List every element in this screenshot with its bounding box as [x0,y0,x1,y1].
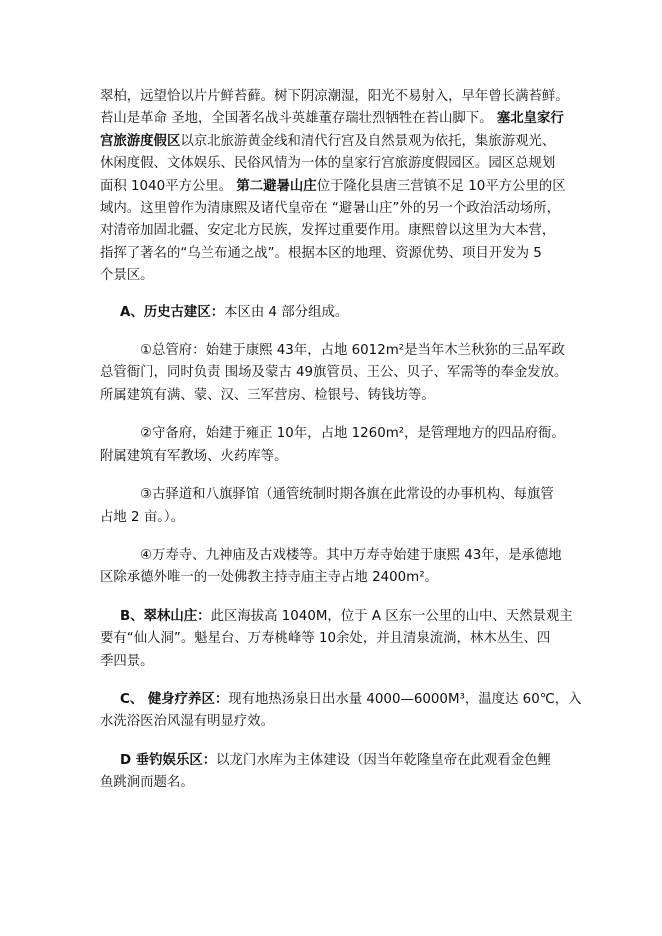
text-line [100,176,572,198]
text-run: 面积 1040平方公里。 [100,178,233,194]
text-line: 休闲度假、文体娱乐、民俗风情为一体的皇家行宫旅游度假园区。园区总规划 [100,156,556,172]
text-run: 此区海拔高 1040M，位于 A 区东一公里的山中、天然景观主 [210,608,573,624]
text-line: ②守备府，始建于雍正 10年，占地 1260m²，是管理地方的四品府衙。 [140,426,565,442]
text-line: 鱼跳涧而题名。 [100,775,194,791]
text-line [100,689,582,711]
text-line: ④万寿寺、九神庙及古戏楼等。其中万寿寺始建于康熙 43年，是承德地 [140,547,562,563]
section-label: D 垂钓娱乐区： [120,752,217,768]
section-label: B、翠林山庄： [120,608,211,624]
text-run: 以龙门水库为主体建设（因当年乾隆皇帝在此观看金色鲤 [216,752,551,768]
text-line: 要有“仙人洞”。魁星台、万寿桃峰等 10余处，并且清泉流淌，林木丛生、四 [100,631,551,647]
bold-heading-run: 宫旅游度假区 [100,133,181,149]
text-line: 翠柏，远望恰以片片鲜苔藓。树下阴凉潮湿，阳光不易射入，早年曾长满苔鲜。 [100,89,569,104]
text-line: 总管衙门，同时负责 围场及蒙古 49旗管员、王公、贝子、军需等的奉金发放。 [100,365,568,381]
text-line [100,750,572,772]
section-a-heading [100,302,572,324]
text-line: ③古驿道和八旗驿馆（通管统制时期各旗在此常设的办事机构、每旗管 [140,487,554,503]
section-a-item-3 [100,484,572,529]
text-line: 个景区。 [100,268,154,284]
section-c [100,689,582,734]
text-line [100,606,572,628]
section-label: A、历史古建区： [120,304,225,320]
text-line: 附属建筑有军教场、火药库等。 [100,448,288,464]
text-run: 本区由 4 部分组成。 [224,304,349,320]
text-line: 季四景。 [100,653,154,669]
section-b [100,606,572,673]
text-run: 苔山是革命 圣地，全国著名战斗英雄董存瑞壮烈牺牲在苔山脚下。 [100,111,493,127]
text-line: 域内。这里曾作为清康熙及诸代皇帝在 “避暑山庄”外的另一个政治活动场所， [100,201,561,217]
bold-heading-run: 第二避暑山庄 [236,178,317,194]
text-line [100,108,572,130]
text-run: 以京北旅游黄金线和清代行宫及自然景观为依托，集旅游观光、 [180,133,556,149]
text-line: 区除承德外唯一的一处佛教主持寺庙主寺占地 2400m²。 [100,570,438,586]
text-line: 水洗浴医治风湿有明显疗效。 [100,714,275,730]
section-a-item-1 [100,340,572,407]
text-run: 位于隆化县唐三营镇不足 10平方公里的区 [316,178,566,194]
section-d [100,750,572,795]
intro-paragraph [100,86,572,288]
text-line: 指挥了著名的“乌兰布通之战”。根据本区的地理、资源优势、项目开发为 5 [100,245,542,261]
section-label: C、 健身疗养区： [120,691,229,707]
text-line: 占地 2 亩。）。 [100,509,184,525]
text-line: 所属建筑有满、蒙、汉、三军营房、检银号、铸钱坊等。 [100,387,435,403]
text-line [120,302,572,324]
text-run: 现有地热汤泉日出水量 4000—6000M³，温度达 60℃，入 [228,691,582,707]
text-line [100,131,572,153]
bold-heading-run: 塞北皇家行 [496,111,564,127]
section-a-item-4 [100,545,572,590]
text-line: 对清帝加固北疆、安定北方民族，发挥过重要作用。康熙曾以这里为大本营， [100,223,556,239]
section-a-item-2 [100,423,572,468]
text-line: ①总管府：始建于康熙 43年，占地 6012m²是当年木兰秋狝的三品军政 [140,343,565,359]
